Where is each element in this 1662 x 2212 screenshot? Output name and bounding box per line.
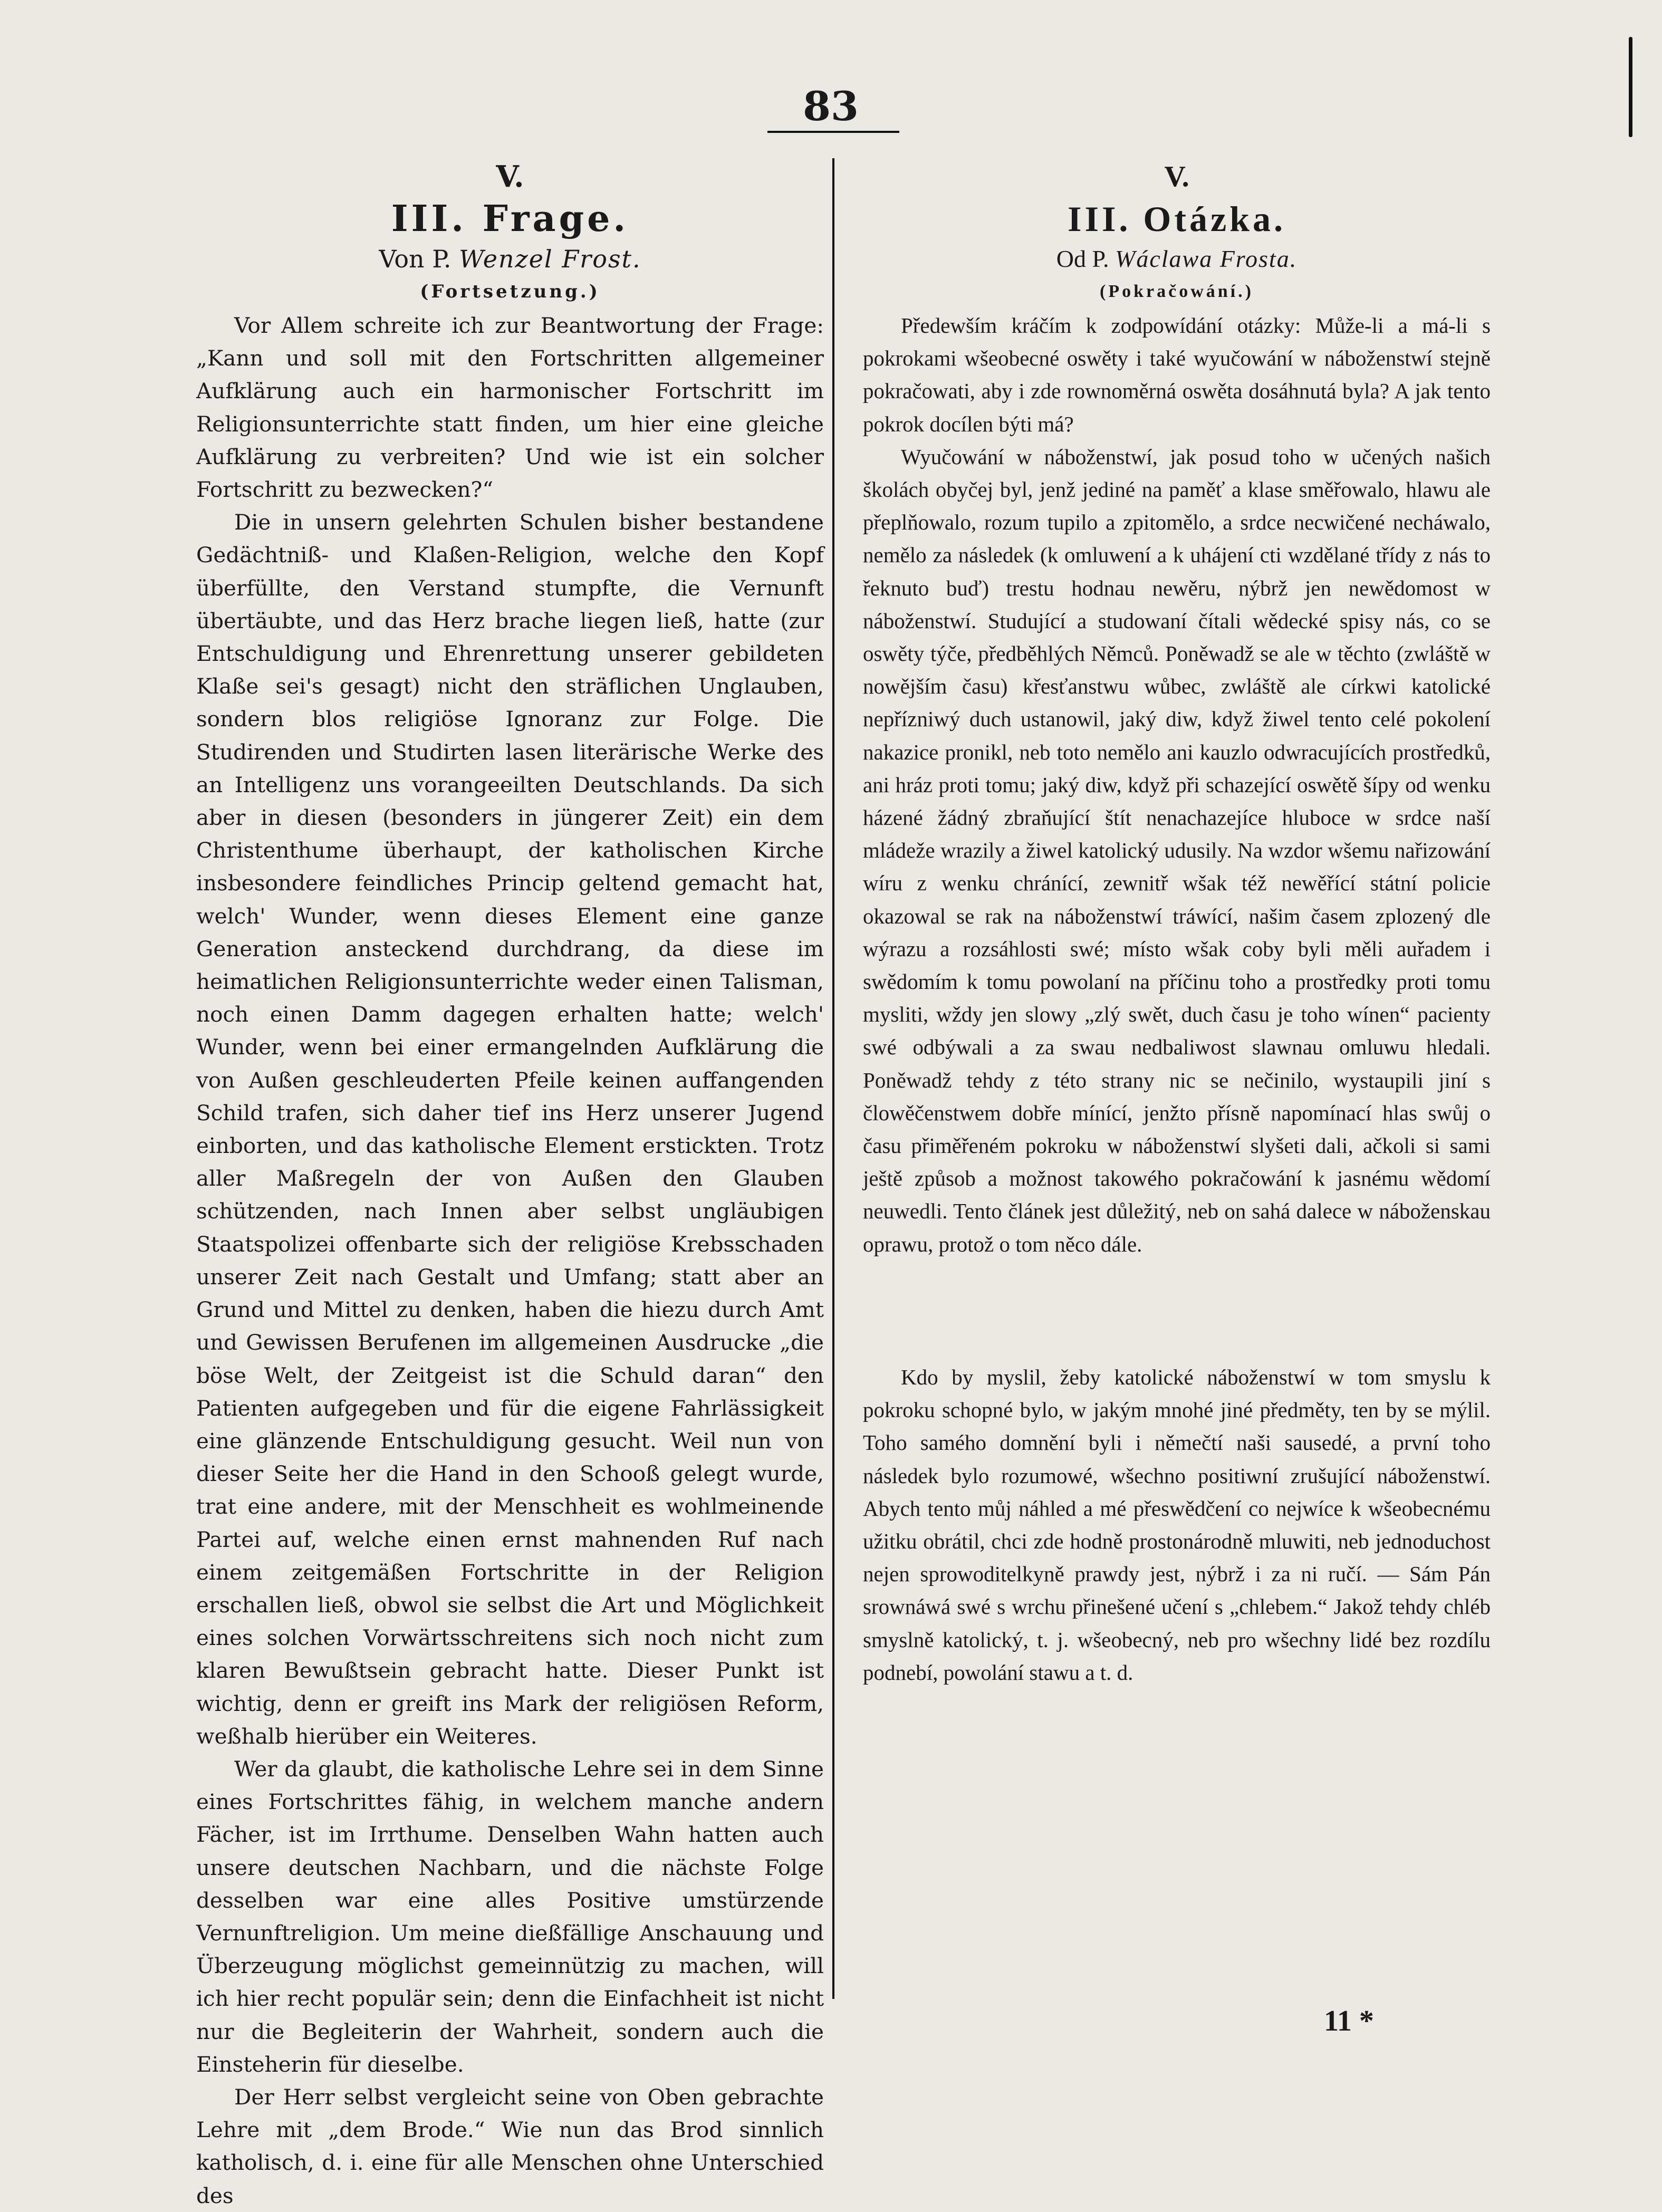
- czech-paragraph-gap: [863, 1261, 1491, 1361]
- german-title: III. Frage.: [391, 198, 629, 240]
- german-section-number: V.: [496, 159, 524, 194]
- german-author-prefix: Von P.: [379, 245, 451, 273]
- czech-column: [863, 158, 1491, 1689]
- czech-continuation: (Pokračowání.): [1100, 282, 1254, 301]
- german-paragraph-1: Vor Allem schreite ich zur Beantwortung der Frage: „Kann und soll mit den Fortschritten allgemeiner Aufklärung auch ein harmonischer Fortschritt im Religionsunterrichte statt finden, um hier eine gleiche Aufklärung zu verbreiten? Und wie ist ein solcher Fortschritt zu bezwecken?“: [196, 313, 824, 503]
- german-paragraph-2: Die in unsern gelehrten Schulen bisher bestandene Gedächtniß- und Klaßen-Religion, welche den Kopf überfüllte, den Verstand stumpfte, die Vernunft übertäubte, und das Herz brache liegen ließ, hatte (zur Entschuldigung und Ehrenrettung unserer gebildeten Klaße sei's gesagt) nicht den sträflichen Unglauben, sondern blos religiöse Ignoranz zur Folge. Die Studirenden und Studirten lasen literärische Werke des an Intelligenz uns vorangeeilten Deutschlands. Da sich aber in diesen (besonders in jüngerer Zeit) ein dem Christenthume überhaupt, der katholischen Kirche insbesondere feindliches Princip geltend gemacht hat, welch' Wunder, wenn dieses Element eine ganze Generation ansteckend durchdrang, da diese im heimatlichen Religionsunterrichte weder einen Talisman, noch einen Damm dagegen erhalten hatte; welch' Wunder, wenn bei einer ermangelnden Aufklärung die von Außen geschleuderten Pfeile keinen auffangenden Schild trafen, sich daher tief ins Herz unserer Jugend einborten, und das katholische Element erstickten. Trotz aller Maßregeln der von Außen den Glauben schützenden, nach Innen aber selbst ungläubigen Staatspolizei offenbarte sich der religiöse Krebsschaden unserer Zeit nach Gestalt und Umfang; statt aber an Grund und Mittel zu denken, haben die hiezu durch Amt und Gewissen Berufenen im allgemeinen Ausdrucke „die böse Welt, der Zeitgeist ist die Schuld daran“ den Patienten aufgegeben und für die eigene Fahrlässigkeit eine glänzende Entschuldigung gesucht. Weil nun von dieser Seite her die Hand in den Schooß gelegt wurde, trat eine andere, mit der Menschheit es wohlmeinende Partei auf, welche einen ernst mahnenden Ruf nach einem zeitgemäßen Fortschritte in der Religion erschallen ließ, obwol sie selbst die Art und Möglichkeit eines solchen Vorwärtsschreitens sich noch nicht zum klaren Bewußtsein gebracht hatte. Dieser Punkt ist wichtig, denn er greift ins Mark der religiösen Reform, weßhalb hierüber ein Weiteres.: [196, 509, 824, 1749]
- german-paragraph-4: Der Herr selbst vergleicht seine von Oben gebrachte Lehre mit „dem Brode.“ Wie nun das Brod sinnlich katholisch, d. i. eine für alle Menschen ohne Unterschied des: [196, 2084, 824, 2208]
- page-edge-mark: [1629, 37, 1632, 137]
- german-author: [196, 243, 824, 275]
- signature-mark: 11 *: [1324, 2005, 1374, 2037]
- czech-paragraph-2: Wyučowání w náboženstwí, jak posud toho w učených našich školách obyčej byl, jenž jediné na paměť a klase směřowalo, hlawu ale přeplňowalo, rozum tupilo a zpitomělo, a srdce necwičené necháwalo, nemělo za následek (k omluwení a k uhájení cti wzdělané třídy z nás to řeknuto buď) trestu hodnau newěru, nýbrž jen newědomost w náboženstwí. Studující a studowaní čítali wědecké spisy nás, co se oswěty týče, předběhlých Němců. Poněwadž se ale w těchto (zwláště w nowějším času) křesťanstwu wůbec, zwláště ale církwi katolické nepřízniwý duch ustanowil, jaký diw, když žiwel tento celé pokolení nakazice pronikl, neb toto nemělo ani kauzlo odwracujících prostředků, ani hráz proti tomu; jaký diw, když při schazející oswětě šípy od wenku házené žádný zbraňující štít nenachazejíce hluboce w srdce naší mládeže wrazily a žiwel katolický udusily. Na wzdor wšemu nařizowání wíru z wenku chránící, zewnitř wšak též newěřící státní policie okazowal se rak na náboženstwí tráwící, našim časem zplozený dle wýrazu a rozsáhlosti swé; místo wšak coby byli měli auřadem i swědomím k tomu powolaní na příčinu toho a prostředky proti tomu mysliti, wždy jen slowy „zlý swět, duch času je toho wínen“ pacienty swé odbýwali a za swau nedbaliwost slawnau omluwu hledali. Poněwadž tehdy z této strany nic se nečinilo, wystaupili jiní s člowěčenstwem dobře mínící, jenžto přísně napomínací hlas swůj o času přiměřeném pokroku w náboženstwí slyšeti dali, ačkoli si sami ještě způsob a možnost takowého pokračowání k jasnému wědomí neuwedli. Tento článek jest důležitý, neb on sahá dalece w náboženskau oprawu, protož o tom něco dále.: [863, 444, 1491, 1256]
- german-column: [196, 158, 824, 2212]
- german-continuation: (Fortsetzung.): [420, 281, 600, 302]
- czech-author: [863, 243, 1491, 275]
- czech-paragraph-3: Kdo by myslil, žeby katolické náboženstwí w tom smyslu k pokroku schopné bylo, w jakým mnohé jiné předměty, ten by se mýlil. Toho samého domnění byli i němečtí naši sausedé, a první toho následek bylo rozumowé, wšechno positiwní zrušující náboženstwí. Abych tento můj náhled a mé přeswědčení co nejwíce k wšeobecnému užitku obrátil, chci zde hodně prostonárodně mluwiti, neb jednoduchost nejen sprowoditelkyně prawdy jest, nýbrž i za ni ručí. — Sám Pán srownáwá swé s wrchu přinešené učení s „chlebem.“ Jakož tehdy chléb smyslně katolický, t. j. wšeobecný, neb pro wšechny lidé bez rozdílu podnebí, powolání stawu a t. d.: [863, 1364, 1491, 1685]
- czech-section-number: V.: [1164, 160, 1189, 193]
- czech-author-prefix: Od P.: [1056, 245, 1109, 272]
- german-author-name: Wenzel Frost.: [459, 245, 641, 273]
- czech-paragraph-1: Předewším kráčím k zodpowídání otázky: Může-li a má-li s pokrokami wšeobecné oswěty i také wyučowání w náboženstwí stejně pokračowati, aby i zde rownoměrná oswěta dosáhnutá byla? A jak tento pokrok docílen býti má?: [863, 313, 1491, 436]
- german-paragraph-3: Wer da glaubt, die katholische Lehre sei in dem Sinne eines Fortschrittes fähig, in welchem manche andern Fächer, ist im Irrthume. Denselben Wahn hatten auch unsere deutschen Nachbarn, und die nächste Folge desselben war eine alles Positive umstürzende Vernunftreligion. Um meine dießfällige Anschauung und Überzeugung möglichst gemeinnützig zu machen, will ich hier recht populär sein; denn die Einfachheit ist nicht nur die Begleiterin der Wahrheit, sondern auch die Einsteherin für dieselbe.: [196, 1756, 824, 2077]
- czech-author-name: Wáclawa Frosta.: [1115, 245, 1298, 272]
- page-number: 83: [803, 83, 859, 130]
- page-number-rule: [767, 131, 899, 133]
- column-divider: [832, 158, 834, 1999]
- czech-title: III. Otázka.: [1068, 199, 1286, 239]
